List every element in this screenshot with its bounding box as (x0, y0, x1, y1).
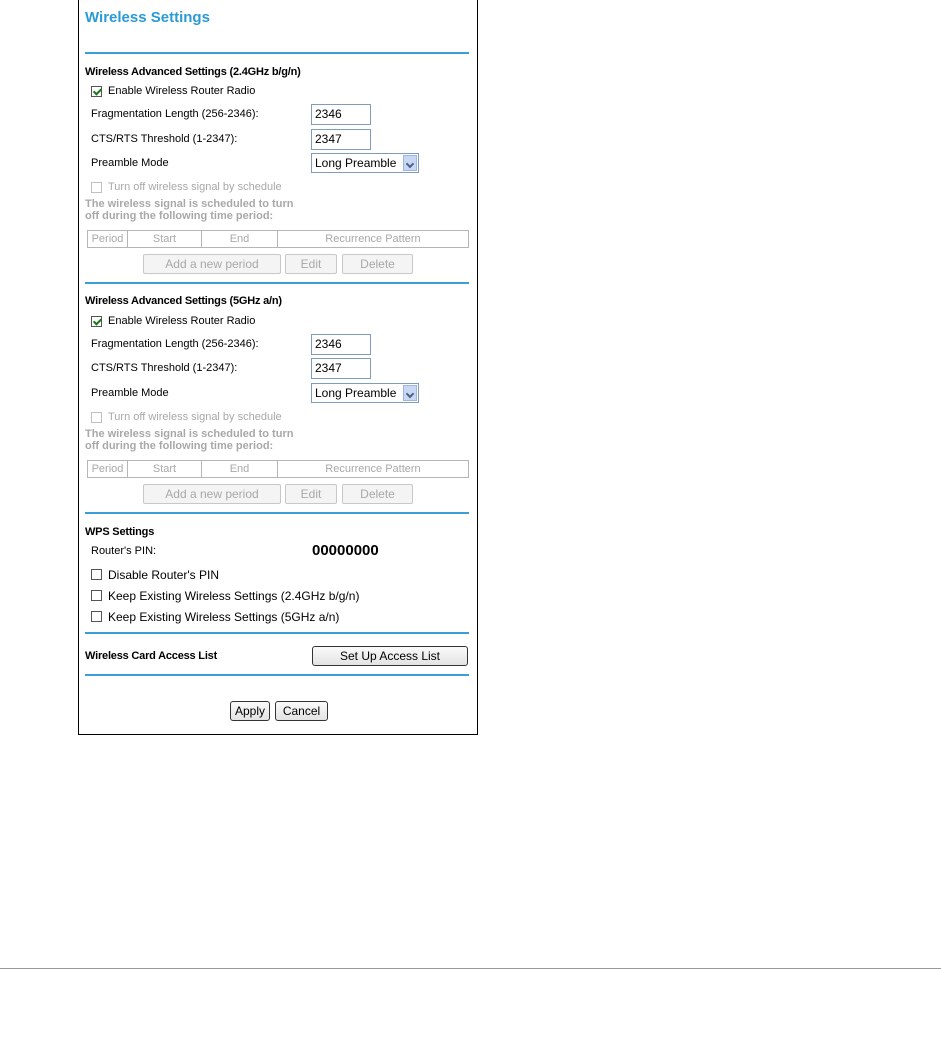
keep-settings-5ghz-checkbox[interactable] (91, 611, 102, 622)
divider (85, 282, 469, 284)
router-pin-value: 00000000 (312, 542, 379, 559)
table-header-period: Period (88, 461, 128, 477)
add-period-5ghz-button[interactable]: Add a new period (143, 484, 281, 504)
divider (85, 512, 469, 514)
preamble-mode-2-4ghz-value: Long Preamble (315, 156, 397, 170)
preamble-mode-2-4ghz-label: Preamble Mode (91, 157, 169, 169)
divider (85, 52, 469, 54)
schedule-table-2-4ghz (87, 230, 469, 248)
page-footer-divider (0, 968, 941, 969)
table-header-end: End (202, 461, 278, 477)
enable-radio-2-4ghz-label: Enable Wireless Router Radio (108, 85, 256, 97)
table-header-recurrence: Recurrence Pattern (325, 463, 421, 475)
keep-settings-2-4ghz-label: Keep Existing Wireless Settings (2.4GHz b/g/n) (108, 589, 360, 603)
fragmentation-length-2-4ghz-input[interactable]: 2346 (311, 104, 371, 125)
set-up-access-list-button[interactable]: Set Up Access List (312, 646, 468, 666)
fragmentation-length-5ghz-label: Fragmentation Length (256-2346): (91, 338, 259, 350)
enable-radio-5ghz-label: Enable Wireless Router Radio (108, 315, 256, 327)
wps-heading: WPS Settings (85, 526, 155, 538)
enable-radio-2-4ghz-checkbox[interactable] (91, 86, 102, 97)
router-pin-label: Router's PIN: (91, 545, 157, 557)
delete-period-5ghz-button[interactable]: Delete (342, 484, 413, 504)
cts-rts-threshold-5ghz-input[interactable]: 2347 (311, 358, 371, 379)
schedule-5ghz-label: Turn off wireless signal by schedule (108, 411, 282, 423)
wireless-settings-panel (78, 0, 478, 735)
table-header-period: Period (88, 231, 128, 247)
schedule-table-5ghz (87, 460, 469, 478)
preamble-mode-2-4ghz-select[interactable] (311, 153, 419, 173)
divider (85, 632, 469, 634)
cts-rts-threshold-2-4ghz-label: CTS/RTS Threshold (1-2347): (91, 133, 238, 145)
add-period-2-4ghz-button[interactable]: Add a new period (143, 254, 281, 274)
preamble-mode-5ghz-label: Preamble Mode (91, 387, 169, 399)
fragmentation-length-2-4ghz-label: Fragmentation Length (256-2346): (91, 108, 259, 120)
preamble-mode-5ghz-value: Long Preamble (315, 386, 397, 400)
table-header-recurrence: Recurrence Pattern (325, 233, 421, 245)
chevron-down-icon[interactable] (403, 385, 417, 401)
table-header-start: Start (128, 231, 202, 247)
section-heading-5ghz: Wireless Advanced Settings (5GHz a/n) (85, 295, 282, 307)
delete-period-2-4ghz-button[interactable]: Delete (342, 254, 413, 274)
schedule-2-4ghz-checkbox[interactable] (91, 182, 102, 193)
table-header-start: Start (128, 461, 202, 477)
schedule-5ghz-checkbox[interactable] (91, 412, 102, 423)
edit-period-5ghz-button[interactable]: Edit (285, 484, 337, 504)
access-list-label: Wireless Card Access List (85, 650, 218, 662)
keep-settings-5ghz-label: Keep Existing Wireless Settings (5GHz a/n) (108, 610, 340, 624)
schedule-note-2-4ghz-line2: off during the following time period: (85, 210, 274, 222)
schedule-note-5ghz-line1: The wireless signal is scheduled to turn (85, 428, 294, 440)
edit-period-2-4ghz-button[interactable]: Edit (285, 254, 337, 274)
page-title: Wireless Settings (85, 9, 210, 26)
table-header-end: End (202, 231, 278, 247)
cts-rts-threshold-5ghz-label: CTS/RTS Threshold (1-2347): (91, 362, 238, 374)
section-heading-2-4ghz: Wireless Advanced Settings (2.4GHz b/g/n) (85, 66, 301, 78)
divider (85, 674, 469, 676)
fragmentation-length-5ghz-input[interactable]: 2346 (311, 334, 371, 355)
schedule-note-5ghz-line2: off during the following time period: (85, 440, 274, 452)
schedule-note-2-4ghz-line1: The wireless signal is scheduled to turn (85, 198, 294, 210)
preamble-mode-5ghz-select[interactable] (311, 383, 419, 403)
cts-rts-threshold-2-4ghz-input[interactable]: 2347 (311, 129, 371, 150)
enable-radio-5ghz-checkbox[interactable] (91, 316, 102, 327)
keep-settings-2-4ghz-checkbox[interactable] (91, 590, 102, 601)
disable-router-pin-label: Disable Router's PIN (108, 568, 219, 582)
disable-router-pin-checkbox[interactable] (91, 569, 102, 580)
schedule-2-4ghz-label: Turn off wireless signal by schedule (108, 181, 282, 193)
apply-button[interactable]: Apply (230, 701, 270, 721)
chevron-down-icon[interactable] (403, 155, 417, 171)
cancel-button[interactable]: Cancel (275, 701, 328, 721)
